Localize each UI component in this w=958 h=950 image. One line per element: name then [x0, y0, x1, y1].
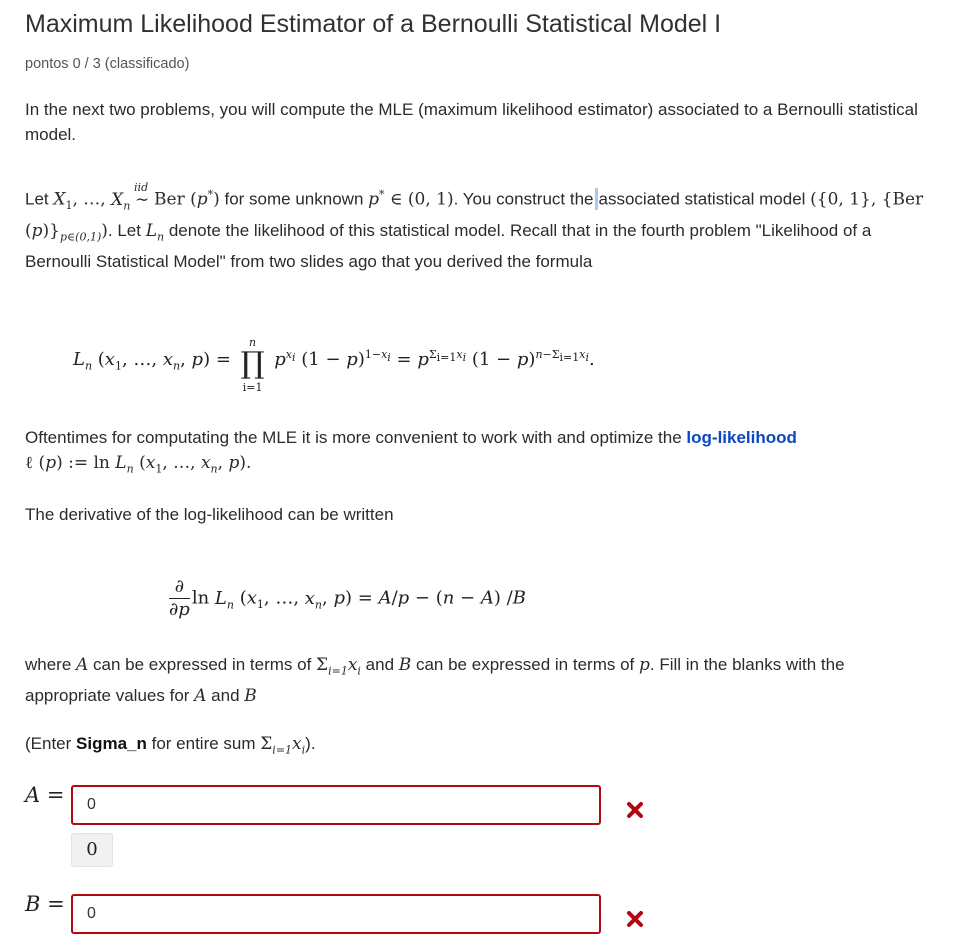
answer-a-input[interactable]: [71, 785, 601, 825]
incorrect-icon: [626, 910, 644, 928]
derivative-intro: The derivative of the log-likelihood can be written: [25, 505, 394, 524]
setup-paragraph: Let $X_1$, …, $X_n$ iid ∼ Ber (p*) for some unknown p* ∈ (0, 1). You construct the associated statistical model ({0, 1}, {Ber $(p)\}_{p\in(0,1)}$). Let $L_n$ denote the likelihood of this statistical model. Recall that in the fourth problem "Likelihood of a Bernoulli Statistical Model" from two slides ago that you derived the formula: [25, 180, 924, 272]
sigma-hint: (Enter Sigma_n for entire sum $\Sigma_{i=1}x_i$).: [25, 734, 316, 757]
instructions-paragraph: where A can be expressed in terms of $\Sigma_{i=1}x_i$ and B can be expressed in terms of p. Fill in the blanks with the appropriate values for A and B: [25, 655, 845, 707]
answer-a-label: A =: [25, 783, 65, 807]
derivative-formula: $\frac{\partial}{\partial p}$ $\ln L_n$ ($x_1$, …, $x_n$, p) = A/p − (n − A) /B: [169, 576, 526, 620]
log-likelihood-link[interactable]: log-likelihood: [686, 428, 797, 447]
page-title: Maximum Likelihood Estimator of a Bernoulli Statistical Model I: [25, 10, 722, 38]
intro-paragraph: In the next two problems, you will compute the MLE (maximum likelihood estimator) associated to a Bernoulli statistical model.: [25, 100, 918, 144]
incorrect-icon: [626, 801, 644, 819]
likelihood-formula: $L_n$ ($x_1$, …, $x_n$, p) = ∏ n i=1 $p^{x_i}$ $(1 - p)^{1-x_i} = p^{\Sigma_{i=1}x_i}$ $(1 - p)^{n-\Sigma_{i=1}x_i}$.: [73, 336, 595, 394]
answer-b-label: B =: [25, 892, 65, 916]
text-cursor: [595, 188, 598, 210]
loglik-paragraph: Oftentimes for computating the MLE it is more convenient to work with and optimize the log-likelihood ℓ (p) := $\ln L_n$ ($x_1$, …, $x_n$, p).: [25, 428, 797, 476]
points-status: pontos 0 / 3 (classificado): [25, 56, 190, 72]
answer-b-input[interactable]: [71, 894, 601, 934]
answer-a-preview: 0: [71, 833, 113, 867]
